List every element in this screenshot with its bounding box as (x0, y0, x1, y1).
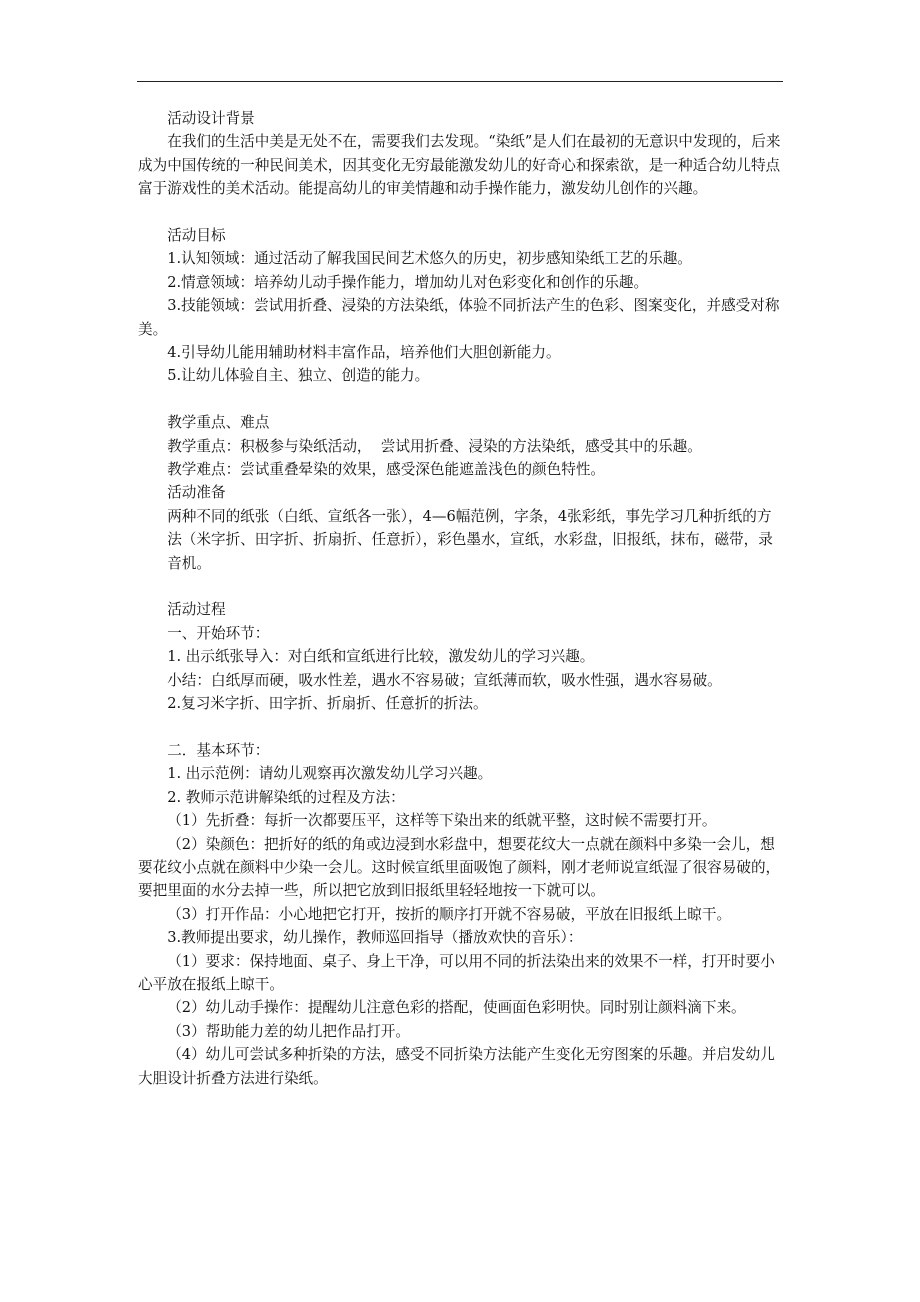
blank-line (138, 201, 786, 224)
paragraph: 5.让幼儿体验自主、独立、创造的能力。 (167, 367, 430, 385)
paragraph: 一、开始环节： (167, 624, 270, 642)
paragraph: 活动设计背景 (167, 110, 255, 127)
paragraph: （1）要求：保持地面、桌子、身上干净，可以用不同的折法染出来的效果不一样，打开时要小心平放在报纸上晾干。 (138, 952, 775, 993)
paragraph: （4）幼儿可尝试多种折染的方法，感受不同折染方法能产生变化无穷图案的乐趣。并启发幼儿大胆设计折叠方法进行染纸。 (138, 1046, 775, 1087)
paragraph: 2.复习米字折、田字折、折扇折、任意折的折法。 (167, 695, 488, 713)
blank-line (138, 575, 786, 598)
paragraph: （3）打开作品：小心地把它打开，按折的顺序打开就不容易破，平放在旧报纸上晾干。 (167, 905, 732, 923)
paragraph: 1. 出示范例：请幼儿观察再次激发幼儿学习兴趣。 (167, 765, 493, 783)
paragraph: 两种不同的纸张（白纸、宣纸各一张），4—6幅范例，字条，4张彩纸，事先学习几种折纸的方法（米字折、田字折、折扇折、任意折），彩色墨水，宣纸，水彩盘，旧报纸，抹布，磁带，录音机。 (167, 507, 773, 572)
paragraph: 1. 出示纸张导入：对白纸和宣纸进行比较，激发幼儿的学习兴趣。 (167, 648, 595, 666)
paragraph: 3.技能领域：尝试用折叠、浸染的方法染纸，体验不同折法产生的色彩、图案变化，并感受对称美。 (138, 297, 780, 338)
paragraph: 教学重点、难点 (167, 414, 270, 432)
paragraph: （1）先折叠：每折一次都要压平，这样等下染出来的纸就平整，这时候不需要打开。 (167, 812, 717, 830)
paragraph: 活动准备 (167, 484, 226, 502)
blank-line (138, 716, 786, 739)
paragraph: 2.情意领域：培养幼儿动手操作能力，增加幼儿对色彩变化和创作的乐趣。 (167, 273, 649, 291)
paragraph: （3）帮助能力差的幼儿把作品打开。 (167, 1022, 410, 1040)
paragraph: 2. 教师示范讲解染纸的过程及方法： (167, 788, 405, 806)
paragraph: 活动过程 (167, 601, 226, 619)
paragraph: （2）幼儿动手操作：提醒幼儿注意色彩的搭配，使画面色彩明快。同时别让颜料滴下来。 (167, 999, 746, 1017)
paragraph: 教学重点：积极参与染纸活动， 尝试用折叠、浸染的方法染纸，感受其中的乐趣。 (167, 437, 702, 455)
document-body (138, 107, 786, 1090)
paragraph: 二．基本环节： (167, 741, 270, 759)
paragraph: （2）染颜色：把折好的纸的角或边浸到水彩盘中，想要花纹大一点就在颜料中多染一会儿，想要花纹小点就在颜料中少染一会儿。这时候宣纸里面吸饱了颜料，刚才老师说宣纸湿了很容易破的，要把里面的水分去掉一些，所以把它放到旧报纸里轻轻地按一下就可以。 (138, 835, 781, 900)
paragraph: 1.认知领域：通过活动了解我国民间艺术悠久的历史，初步感知染纸工艺的乐趣。 (167, 250, 692, 268)
paragraph: 在我们的生活中美是无处不在，需要我们去发现。“染纸”是人们在最初的无意识中发现的，后来成为中国传统的一种民间美术，因其变化无穷最能激发幼儿的好奇心和探索欲，是一种适合幼儿特点富于游戏性的美术活动。能提高幼儿的审美情趣和动手操作能力，激发幼儿创作的兴趣。 (138, 133, 781, 198)
paragraph: 教学难点：尝试重叠晕染的效果，感受深色能遮盖浅色的颜色特性。 (167, 461, 606, 479)
paragraph: 4.引导幼儿能用辅助材料丰富作品，培养他们大胆创新能力。 (167, 344, 561, 362)
paragraph: 3.教师提出要求，幼儿操作，教师巡回指导（播放欢快的音乐）： (167, 929, 583, 947)
paragraph: 小结：白纸厚而硬，吸水性差，遇水不容易破；宣纸薄而软，吸水性强，遇水容易破。 (167, 671, 722, 689)
header-rule (137, 81, 783, 82)
paragraph: 活动目标 (167, 227, 226, 245)
blank-line (138, 388, 786, 411)
